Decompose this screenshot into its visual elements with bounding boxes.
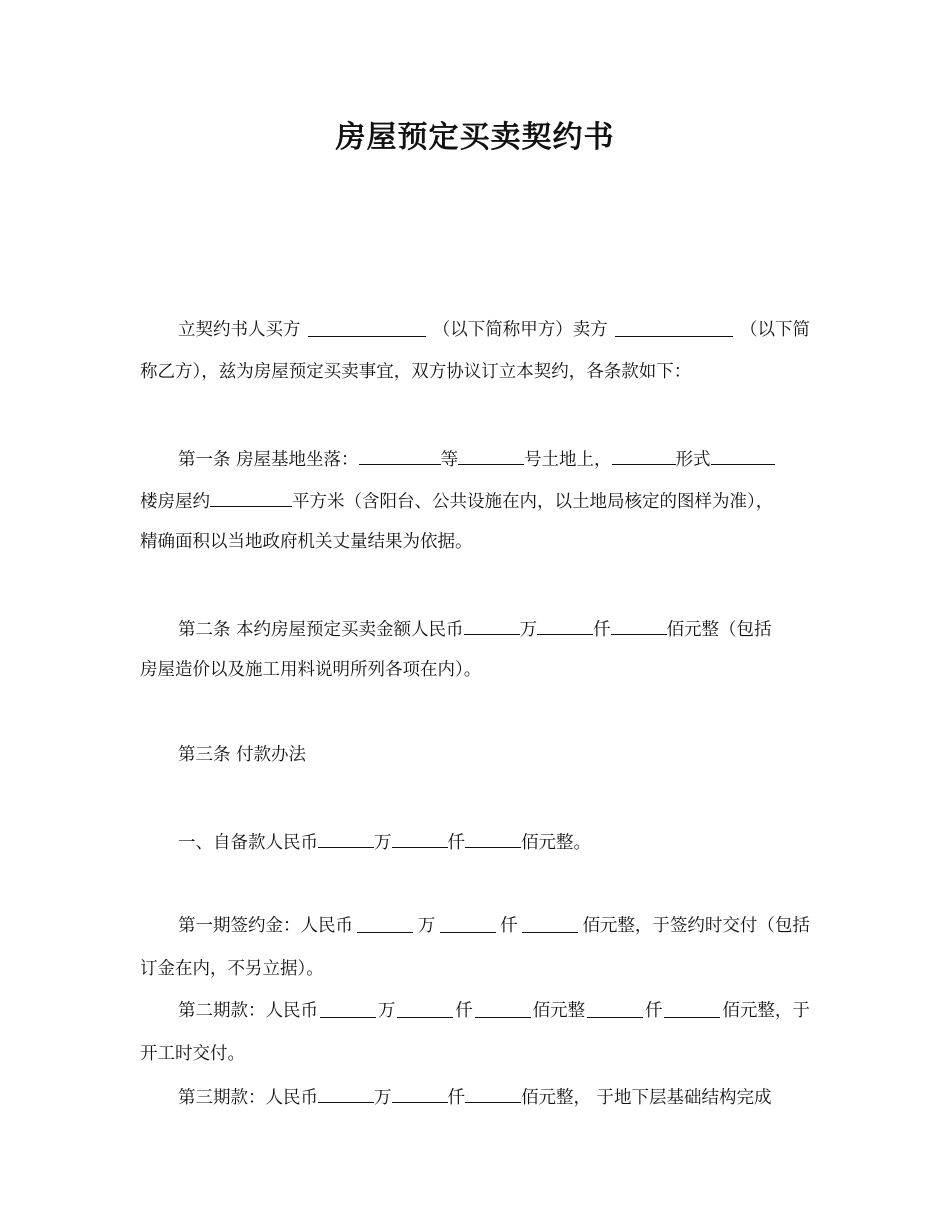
- installment2-line-2: 开工时交付。: [140, 1044, 245, 1064]
- installment2-end: 佰元整，于: [722, 1001, 810, 1021]
- installment2-text-mid: 佰元整: [532, 1001, 586, 1021]
- document-title: 房屋预定买卖契约书: [335, 120, 615, 155]
- article2-line-1: [178, 616, 772, 642]
- article1-text-building: 楼房屋约: [140, 492, 210, 512]
- installment2-label: 第二期款：人民币: [178, 1001, 318, 1021]
- own-funds-end: 佰元整。: [521, 833, 591, 853]
- own-funds-line: [178, 829, 591, 855]
- installment3-wan-blank: [318, 1084, 374, 1103]
- building-type-blank: [711, 446, 775, 465]
- article2-line-2: 房屋造价以及施工用料说明所列各项在内）。: [140, 660, 482, 680]
- installment1-line-1: [178, 914, 810, 938]
- unit-qian: 仟: [645, 1001, 663, 1021]
- article1-line-2: [140, 488, 773, 514]
- installment3-qian-blank: [392, 1084, 448, 1103]
- article2-text-end: 佰元整（包括: [666, 620, 772, 640]
- seller-blank: [615, 318, 733, 337]
- unit-wan: 万: [519, 620, 538, 640]
- unit-qian: 仟: [447, 1088, 465, 1108]
- own-funds-qian-blank: [392, 829, 448, 848]
- article2-label: 第二条 本约房屋预定买卖金额人民币: [178, 620, 464, 640]
- own-funds-bai-blank: [465, 829, 521, 848]
- intro-text-abbrev: （以下简: [740, 320, 810, 340]
- article3-heading: 第三条 付款办法: [178, 745, 307, 765]
- article1-text-deng: 等: [440, 450, 459, 470]
- intro-text-buyer: 立契约书人买方: [178, 320, 301, 340]
- own-funds-wan-blank: [318, 829, 374, 848]
- installment2-bai-blank: [475, 999, 531, 1018]
- installment2-wan-blank: [320, 999, 376, 1018]
- installment1-label: 第一期签约金：人民币: [178, 916, 353, 936]
- article1-text-form: 形式: [675, 450, 711, 470]
- unit-qian: 仟: [455, 1001, 473, 1021]
- installment3-bai-blank: [465, 1084, 521, 1103]
- installment1-line-2: 订金在内，不另立据）。: [140, 959, 324, 979]
- buyer-blank: [308, 318, 426, 337]
- intro-line-1: [178, 318, 810, 342]
- unit-wan: 万: [377, 1001, 396, 1021]
- unit-qian: 仟: [500, 916, 518, 936]
- installment3-line-1: [178, 1084, 772, 1110]
- price-qian-blank: [537, 616, 593, 635]
- intro-text-seller: （以下简称甲方）卖方: [432, 320, 608, 340]
- intro-line-2: 称乙方），兹为房屋预定买卖事宜，双方协议订立本契约，各条款如下：: [140, 362, 692, 382]
- form-blank: [612, 446, 676, 465]
- installment2-line-1: [178, 999, 810, 1023]
- installment1-qian-blank: [440, 914, 496, 933]
- article1-text-land: 号土地上，: [524, 450, 612, 470]
- location-blank: [359, 446, 441, 465]
- installment1-wan-blank: [357, 914, 413, 933]
- unit-qian: 仟: [593, 620, 611, 640]
- unit-wan: 万: [374, 833, 392, 853]
- price-wan-blank: [464, 616, 520, 635]
- article1-label: 第一条 房屋基地坐落：: [178, 450, 359, 470]
- installment3-label: 第三期款：人民币: [178, 1088, 318, 1108]
- installment3-end: 佰元整， 于地下层基础结构完成: [521, 1088, 772, 1108]
- installment2-qian2-blank: [587, 999, 643, 1018]
- price-bai-blank: [611, 616, 667, 635]
- installment1-end: 佰元整，于签约时交付（包括: [582, 916, 810, 936]
- area-blank: [210, 488, 292, 507]
- unit-wan: 万: [374, 1088, 392, 1108]
- installment1-bai-blank: [522, 914, 578, 933]
- unit-qian: 仟: [447, 833, 465, 853]
- lot-number-blank: [458, 446, 524, 465]
- article1-text-area: 平方米（含阳台、公共设施在内，以土地局核定的图样为准），: [292, 492, 774, 512]
- article1-line-1: [178, 446, 775, 472]
- own-funds-label: 一、自备款人民币: [178, 833, 318, 853]
- installment2-qian-blank: [397, 999, 453, 1018]
- installment2-bai2-blank: [664, 999, 720, 1018]
- unit-wan: 万: [417, 916, 436, 936]
- article1-line-3: 精确面积以当地政府机关丈量结果为依据。: [140, 532, 473, 552]
